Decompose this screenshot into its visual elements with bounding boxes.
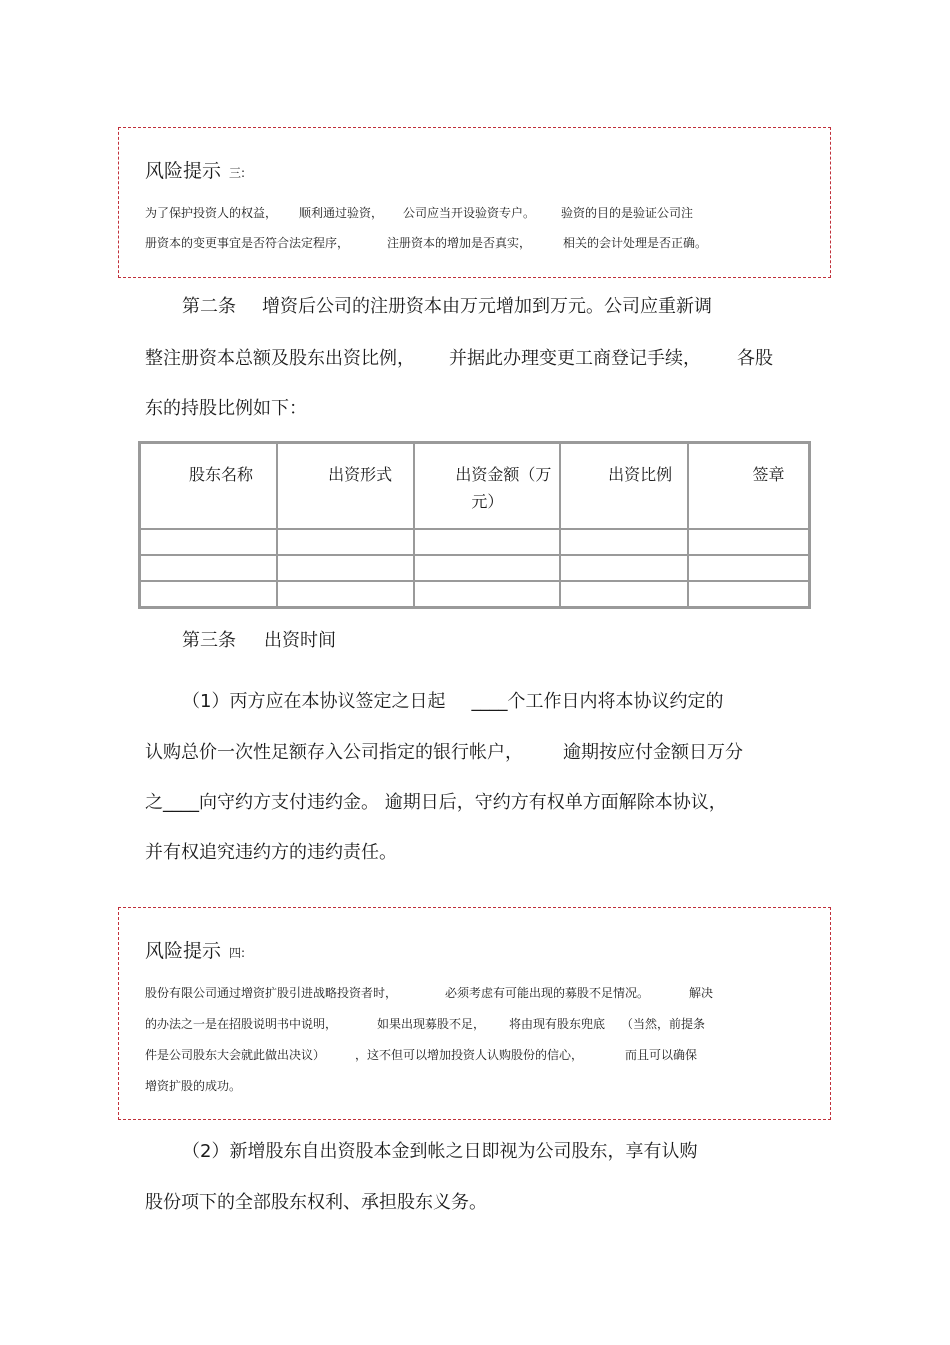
header-cell: 签章 [688, 443, 809, 529]
header-cell: 股东名称 [140, 443, 277, 529]
risk-text-line: 股份有限公司通过增资扩股引进战略投资者时， 必须考虑有可能出现的募股不足情况。 解决 [145, 986, 714, 1000]
risk-text-line: 的办法之一是在招股说明书中说明， 如果出现募股不足， 将由现有股东兜底 （当然，前提条 [145, 1017, 706, 1031]
risk-text-line: 增资扩股的成功。 [145, 1079, 242, 1093]
clause-2-line: 股份项下的全部股东权利、承担股东义务。 [145, 1192, 487, 1213]
risk-title: 风险提示 三: [145, 160, 246, 182]
table-header-row [140, 443, 809, 529]
clause-1-line: （1）丙方应在本协议签定之日起 ____个工作日内将本协议约定的 [182, 691, 724, 712]
risk-title: 风险提示 四: [145, 940, 246, 962]
clause-2-line: （2）新增股东自出资股本金到帐之日即视为公司股东，享有认购 [182, 1141, 698, 1162]
risk-text-line: 册资本的变更事宜是否符合法定程序， 注册资本的增加是否真实， 相关的会计处理是否正确。 [145, 236, 708, 250]
header-cell: 出资形式 [277, 443, 414, 529]
article-2-line: 整注册资本总额及股东出资比例， 并据此办理变更工商登记手续， 各股 [145, 348, 773, 369]
clause-1-line: 认购总价一次性足额存入公司指定的银行帐户， 逾期按应付金额日万分 [145, 742, 743, 763]
clause-1-line: 并有权追究违约方的违约责任。 [145, 842, 397, 863]
risk-notice-4 [118, 907, 831, 1120]
risk-number: 三: [229, 166, 246, 180]
table-row [140, 581, 809, 607]
table-row [140, 529, 809, 555]
article-2-line: 第二条 增资后公司的注册资本由万元增加到万元。公司应重新调 [182, 296, 712, 317]
risk-number: 四: [229, 946, 246, 960]
shareholder-table [138, 441, 811, 609]
risk-text-line: 为了保护投资人的权益， 顺利通过验资， 公司应当开设验资专户。 验资的目的是验证公司注 [145, 206, 694, 220]
article-3-heading: 第三条 出资时间 [182, 630, 336, 651]
header-cell: 出资金额（万 元） [414, 443, 560, 529]
header-cell: 出资比例 [560, 443, 687, 529]
article-2-line: 东的持股比例如下： [145, 398, 307, 419]
clause-1-line: 之____向守约方支付违约金。 逾期日后，守约方有权单方面解除本协议， [145, 792, 727, 813]
risk-text-line: 件是公司股东大会就此做出决议） ，这不但可以增加投资人认购股份的信心， 而且可以确保 [145, 1048, 698, 1062]
risk-notice-3 [118, 127, 831, 278]
table-row [140, 555, 809, 581]
